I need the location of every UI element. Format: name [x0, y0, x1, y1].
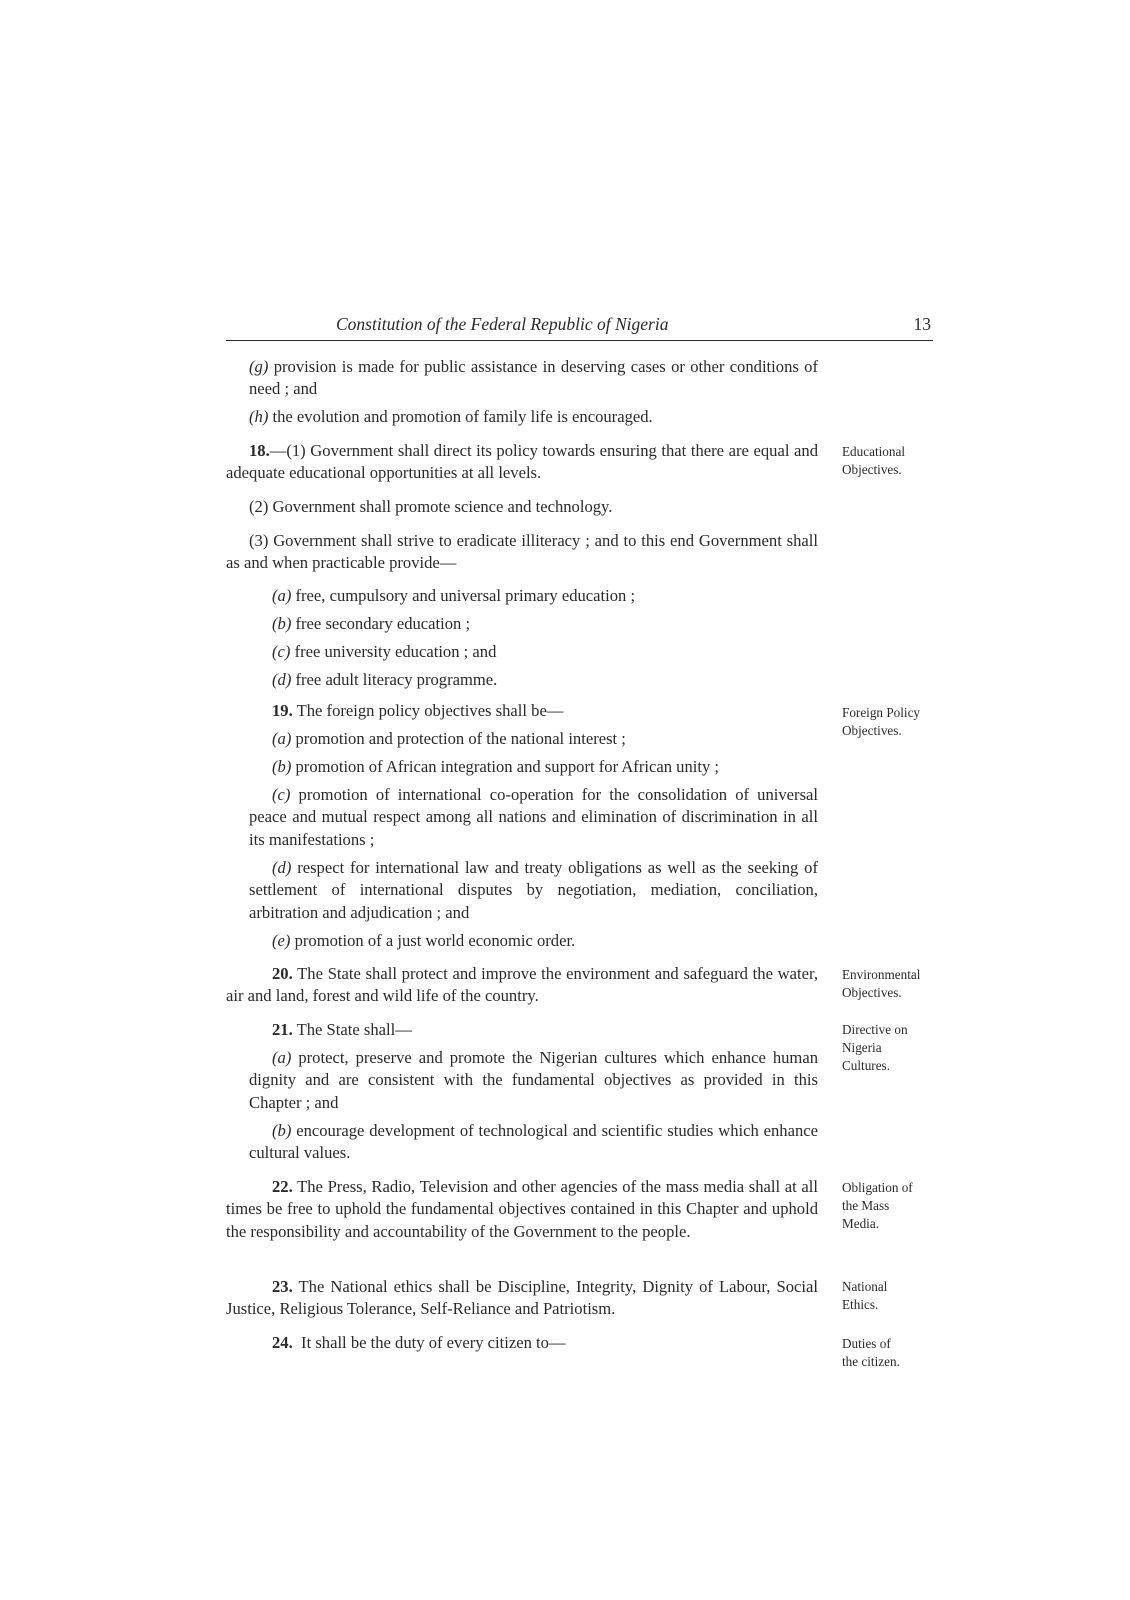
- section-19a: [272, 728, 818, 750]
- section-number: 18.: [249, 441, 270, 460]
- item-text: promotion and protection of the national interest ;: [291, 729, 626, 748]
- item-text: promotion of a just world economic order.: [290, 931, 576, 950]
- section-number: 21.: [272, 1020, 293, 1039]
- section-text: The foreign policy objectives shall be—: [292, 701, 564, 720]
- section-19: [272, 700, 818, 722]
- margin-note-line: Objectives.: [842, 462, 902, 477]
- item-text: provision is made for public assistance in deserving cases or other conditions of need ; and: [249, 357, 818, 399]
- section-number: 20.: [272, 964, 293, 983]
- margin-note-mass-media: [842, 1179, 952, 1233]
- margin-note-ethics: [842, 1278, 952, 1314]
- section-text: The State shall protect and improve the environment and safeguard the water, air and land, forest and wild life of the country.: [226, 964, 818, 1006]
- item-label: (b): [272, 614, 292, 633]
- item-label: (b): [272, 1121, 292, 1140]
- section-19b: [272, 756, 818, 778]
- section-number: 24.: [272, 1333, 293, 1352]
- item-label: (a): [272, 586, 292, 605]
- section-text: The National ethics shall be Discipline, Integrity, Dignity of Labour, Social Justice, Religious Tolerance, Self-Reliance and Patriotism.: [226, 1277, 818, 1319]
- section-24: [272, 1332, 818, 1354]
- margin-note-line: the citizen.: [842, 1354, 900, 1369]
- item-text: protect, preserve and promote the Nigerian cultures which enhance human dignity and are consistent with the fundamental objectives as provided in this Chapter ; and: [249, 1048, 818, 1112]
- margin-note-line: Directive on: [842, 1022, 908, 1037]
- section-19c: [249, 784, 818, 851]
- margin-note-line: Educational: [842, 444, 905, 459]
- section-text: The State shall—: [292, 1020, 412, 1039]
- item-label: (d): [272, 858, 292, 877]
- section-number: 23.: [272, 1277, 293, 1296]
- paragraph-17g: [249, 356, 818, 401]
- item-label: (a): [272, 1048, 292, 1067]
- margin-note-line: Nigeria: [842, 1040, 882, 1055]
- item-label: (a): [272, 729, 292, 748]
- margin-note-foreign-policy: [842, 704, 952, 740]
- section-18-3a: [272, 585, 818, 607]
- item-text: free university education ; and: [290, 642, 497, 661]
- section-18-3d: [272, 669, 818, 691]
- margin-note-cultures: [842, 1021, 952, 1075]
- section-text: (3) Government shall strive to eradicate illiteracy ; and to this end Government shall as and when practicable provide—: [226, 531, 818, 573]
- item-text: free adult literacy programme.: [291, 670, 498, 689]
- section-text: (2) Government shall promote science and technology.: [249, 497, 613, 516]
- item-text: promotion of international co-operation for the consolidation of universal peace and mutual respect among all nations and elimination of discrimination in all its manifestations ;: [249, 785, 818, 849]
- item-text: promotion of African integration and support for African unity ;: [291, 757, 720, 776]
- item-label: (b): [272, 757, 292, 776]
- item-label: (c): [272, 642, 291, 661]
- margin-note-line: Objectives.: [842, 723, 902, 738]
- margin-note-line: Cultures.: [842, 1058, 890, 1073]
- margin-note-line: Media.: [842, 1216, 879, 1231]
- section-text: The Press, Radio, Television and other agencies of the mass media shall at all times be free to uphold the fundamental objectives contained in this Chapter and uphold the responsibility and accountability of the Government to the people.: [226, 1177, 818, 1241]
- item-label: (c): [272, 785, 291, 804]
- margin-note-line: Objectives.: [842, 985, 902, 1000]
- item-text: encourage development of technological and scientific studies which enhance cultural values.: [249, 1121, 818, 1163]
- margin-note-line: Environmental: [842, 967, 921, 982]
- section-18-1: [226, 440, 818, 485]
- margin-note-duties: [842, 1335, 952, 1371]
- section-text: —(1) Government shall direct its policy towards ensuring that there are equal and adequate educational opportunities at all levels.: [226, 441, 818, 483]
- section-21: [272, 1019, 818, 1041]
- page-number: 13: [913, 314, 931, 334]
- margin-note-line: Foreign Policy: [842, 705, 921, 720]
- section-20: [226, 963, 818, 1008]
- section-number: 22.: [272, 1177, 293, 1196]
- item-text: the evolution and promotion of family life is encouraged.: [268, 407, 653, 426]
- section-18-3c: [272, 641, 818, 663]
- item-label: (g): [249, 357, 269, 376]
- item-text: free, cumpulsory and universal primary education ;: [291, 586, 636, 605]
- margin-note-educational: [842, 443, 952, 479]
- item-label: (d): [272, 670, 292, 689]
- margin-note-line: Ethics.: [842, 1297, 879, 1312]
- item-label: (e): [272, 931, 291, 950]
- running-header: [226, 314, 933, 341]
- section-19d: [249, 857, 818, 924]
- margin-note-line: Obligation of: [842, 1180, 913, 1195]
- section-21b: [249, 1120, 818, 1165]
- section-text: It shall be the duty of every citizen to—: [292, 1333, 566, 1352]
- item-text: respect for international law and treaty obligations as well as the seeking of settlement of international disputes by negotiation, mediation, conciliation, arbitration and adjudication ; and: [249, 858, 818, 922]
- margin-note-line: National: [842, 1279, 888, 1294]
- paragraph-17h: [249, 406, 818, 428]
- item-text: free secondary education ;: [291, 614, 471, 633]
- section-number: 19.: [272, 701, 293, 720]
- section-21a: [249, 1047, 818, 1114]
- section-23: [226, 1276, 818, 1321]
- margin-note-line: the Mass: [842, 1198, 890, 1213]
- section-18-3b: [272, 613, 818, 635]
- header-title: Constitution of the Federal Republic of Nigeria: [336, 314, 669, 334]
- section-18-3: [226, 530, 818, 575]
- section-19e: [272, 930, 818, 952]
- margin-note-environmental: [842, 966, 952, 1002]
- section-22: [226, 1176, 818, 1243]
- margin-note-line: Duties of: [842, 1336, 891, 1351]
- item-label: (h): [249, 407, 269, 426]
- section-18-2: [226, 496, 818, 518]
